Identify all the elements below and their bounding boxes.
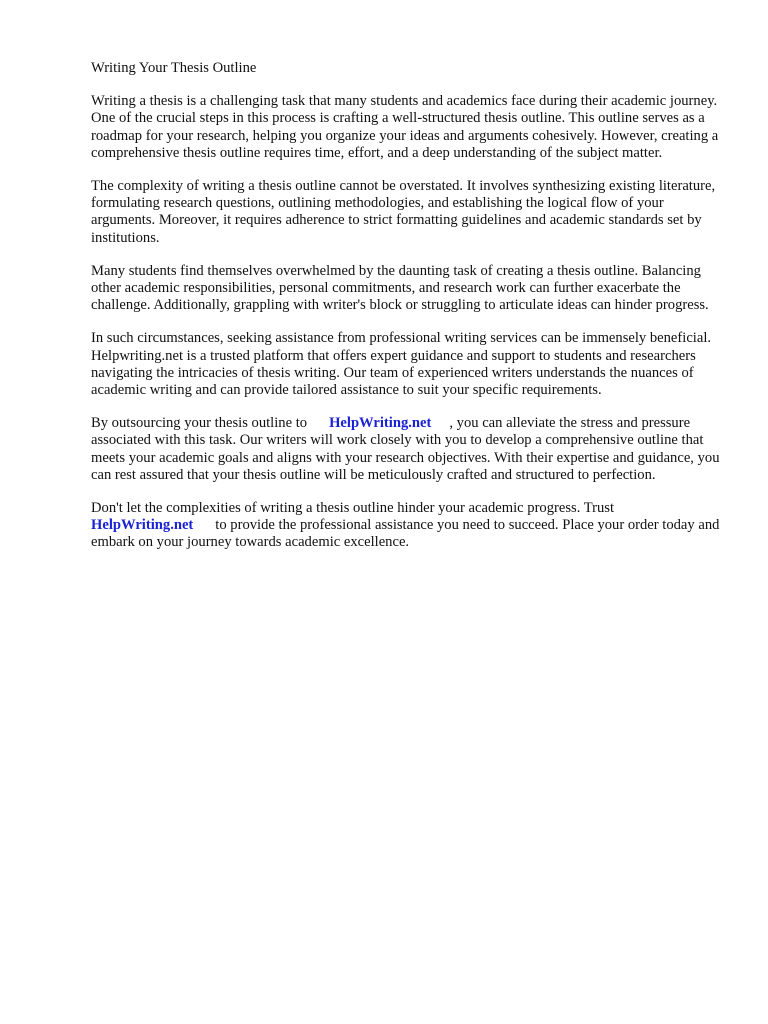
paragraph-assistance: In such circumstances, seeking assistance from professional writing services can be immensely beneficial. Helpwriting.net is a trusted platform that offers expert guidance and support to students and researchers navigating the intricacies of thesis writing. Our team of experienced writers understands the nuances of academic writing and can provide tailored assistance to suit your specific requirements.	[91, 330, 712, 399]
paragraph-closing	[91, 500, 731, 552]
paragraph-complexity: The complexity of writing a thesis outline cannot be overstated. It involves synthesizing existing literature, formulating research questions, outlining methodologies, and establishing the logical flow of your arguments. Moreover, it requires adherence to strict formatting guidelines and academic standards set by institutions.	[91, 178, 716, 246]
paragraph-intro: Writing a thesis is a challenging task that many students and academics face during their academic journey. One of the crucial steps in this process is crafting a well-structured thesis outline. This outline serves as a roadmap for your research, helping you organize your ideas and arguments cohesively. However, creating a comprehensive thesis outline requires time, effort, and a deep understanding of the subject matter.	[91, 93, 719, 161]
document-page	[91, 60, 731, 568]
paragraph-outsourcing-rest: , you can alleviate the stress and pressure associated with this task. Our writers will work closely with you to develop a comprehensive outline that meets your academic goals and aligns with your research objectives. With their expertise and guidance, you can rest assured that your thesis outline will be meticulously crafted and structured to perfection.	[91, 415, 720, 483]
paragraph-outsourcing	[91, 415, 731, 484]
paragraph-overwhelmed: Many students find themselves overwhelmed by the daunting task of creating a thesis outline. Balancing other academic responsibilities, personal commitments, and research work can further exacerbate the challenge. Additionally, grappling with writer's block or struggling to articulate ideas can hinder progress.	[91, 262, 709, 314]
helpwriting-link[interactable]: HelpWriting.net	[329, 415, 432, 432]
paragraph-outsourcing-lead: By outsourcing your thesis outline to	[91, 415, 308, 432]
paragraph-closing-lead: Don't let the complexities of writing a thesis outline hinder your academic progress. Trust	[91, 500, 615, 517]
helpwriting-link-closing[interactable]: HelpWriting.net	[91, 517, 194, 534]
paragraph-closing-rest: to provide the professional assistance you need to succeed. Place your order today and embark on your journey towards academic excellence.	[91, 517, 720, 551]
document-title: Writing Your Thesis Outline	[91, 60, 257, 76]
